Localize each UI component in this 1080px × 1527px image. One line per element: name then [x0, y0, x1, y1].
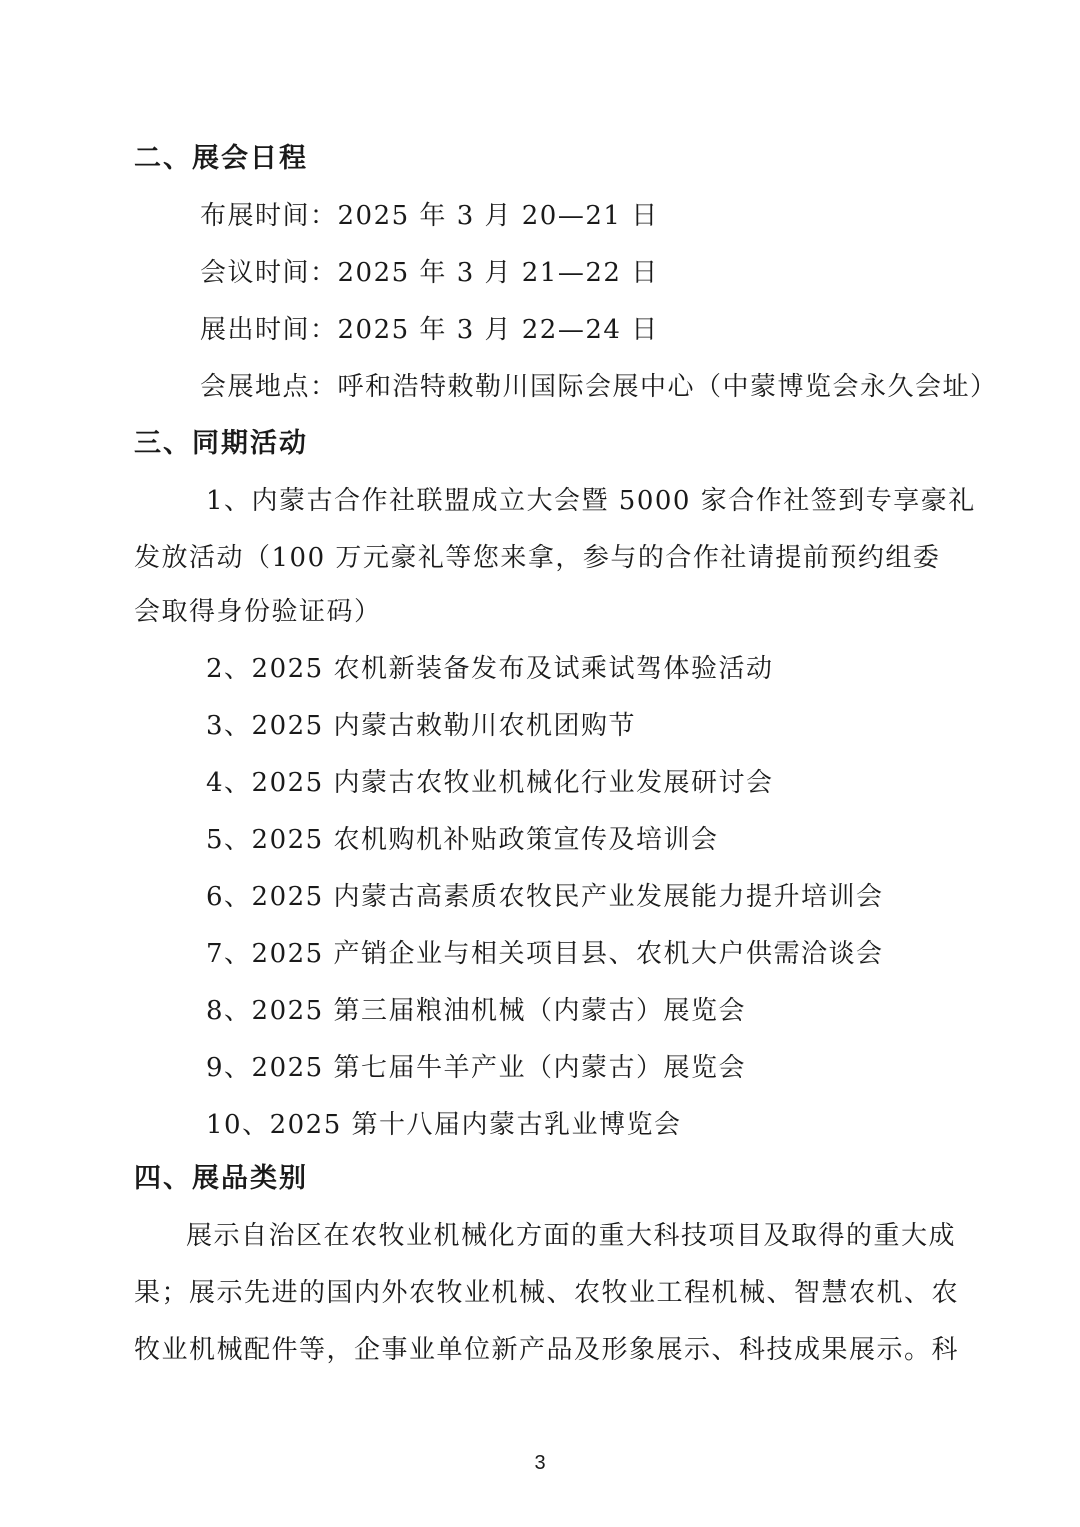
schedule-setup-time: 布展时间：2025 年 3 月 20—21 日 — [200, 201, 659, 231]
schedule-exhibition-time: 展出时间：2025 年 3 月 22—24 日 — [200, 315, 659, 345]
activity-item-10: 10、2025 第十八届内蒙古乳业博览会 — [206, 1110, 682, 1140]
activity-item-1-line-2: 发放活动（100 万元豪礼等您来拿，参与的合作社请提前预约组委 — [134, 543, 941, 573]
categories-paragraph-line-2: 果；展示先进的国内外农牧业机械、农牧业工程机械、智慧农机、农 — [134, 1278, 960, 1308]
categories-paragraph-line-3: 牧业机械配件等，企事业单位新产品及形象展示、科技成果展示。科 — [134, 1335, 960, 1365]
activity-item-1-line-3: 会取得身份验证码） — [134, 597, 382, 627]
categories-paragraph-line-1: 展示自治区在农牧业机械化方面的重大科技项目及取得的重大成 — [186, 1221, 957, 1251]
activity-item-2: 2、2025 农机新装备发布及试乘试驾体验活动 — [206, 654, 774, 684]
page-number: 3 — [534, 1452, 546, 1474]
section-heading-categories: 四、展品类别 — [134, 1163, 308, 1194]
activity-item-8: 8、2025 第三届粮油机械（内蒙古）展览会 — [206, 996, 746, 1026]
activity-item-9: 9、2025 第七届牛羊产业（内蒙古）展览会 — [206, 1053, 746, 1083]
activity-item-1-line-1: 1、内蒙古合作社联盟成立大会暨 5000 家合作社签到专享豪礼 — [206, 486, 976, 516]
activity-item-5: 5、2025 农机购机补贴政策宣传及培训会 — [206, 825, 719, 855]
section-heading-activities: 三、同期活动 — [134, 428, 308, 459]
activity-item-3: 3、2025 内蒙古敕勒川农机团购节 — [206, 711, 636, 741]
activity-item-7: 7、2025 产销企业与相关项目县、农机大户供需洽谈会 — [206, 939, 884, 969]
schedule-venue: 会展地点：呼和浩特敕勒川国际会展中心（中蒙博览会永久会址） — [200, 372, 998, 402]
section-heading-schedule: 二、展会日程 — [134, 143, 308, 174]
activity-item-6: 6、2025 内蒙古高素质农牧民产业发展能力提升培训会 — [206, 882, 884, 912]
activity-item-4: 4、2025 内蒙古农牧业机械化行业发展研讨会 — [206, 768, 774, 798]
schedule-meeting-time: 会议时间：2025 年 3 月 21—22 日 — [200, 258, 659, 288]
